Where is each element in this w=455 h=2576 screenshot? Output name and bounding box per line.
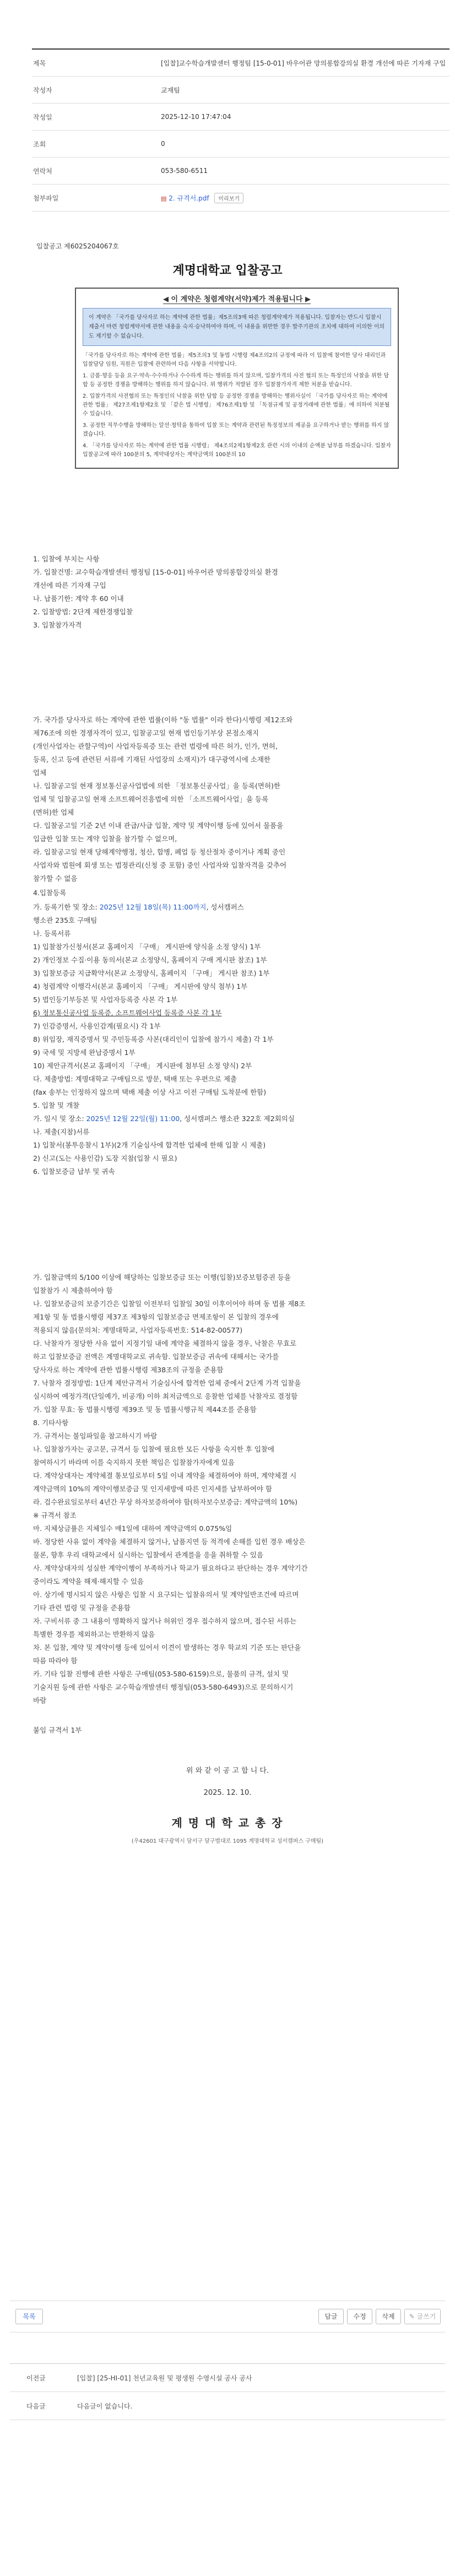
body-line: 2. 입찰방법: 2단계 제한경쟁입찰 [33,608,133,616]
body-line: 개선에 따른 기자재 구입 [33,581,106,589]
body-line: 참여하시기 바라며 이를 숙지하지 못한 책임은 입찰참가자에게 있음 [33,1458,235,1466]
body-line: 바람 [33,1696,47,1704]
body-line: 5. 입찰 및 개찰 [33,1101,80,1110]
meta-row-author [32,77,449,104]
body-line: 마. 지체상금률은 지체일수 매1일에 대하여 계약금액의 0.075%임 [33,1524,232,1533]
highlighted-date: 2025년 12월 22일(월) 11:00 [86,1114,180,1123]
body-line: 붙임 규격서 1부 [33,1726,82,1734]
meta-label: 조회 [32,131,160,158]
body-line: 8) 위임장, 재직증명서 및 주민등록증 사본(대리인이 입찰에 참가시 제출) 각 1부 [33,1035,274,1043]
body-line: 자. 구비서류 중 그 내용이 명확하지 않거나 허위인 경우 접수하지 않으며, 접수된 서류는 [33,1617,297,1625]
meta-label: 첨부파일 [32,185,160,212]
body-line: 1) 입찰참가신청서(본교 홈페이지 「구매」 게시판에 양식을 소정 양식) 1부 [33,943,261,951]
reply-button[interactable]: 답글 [318,2309,344,2324]
meta-label: 연락처 [32,158,160,185]
body-line: 라. 입찰공고일 현재 당해계약행정, 청산, 합병, 폐업 등 청산절차 중이거나 계획 중인 [33,848,286,856]
body-line: 사. 계약상대자의 성실한 계약이행이 부족하거나 학교가 필요하다고 판단하는 경우 계약기간 [33,1564,308,1572]
prev-next-table [10,2363,445,2420]
body-line: 제76조에 의한 경쟁자격이 있고, 입찰공고일 현재 법인등기부상 본점소재지 [33,729,259,737]
body-line: 3) 입찰보증금 지급확약서(본교 소정양식, 홈페이지 「구매」 게시판 참조) 1부 [33,969,270,977]
body-line: 2) 신고(도는 사용인감) 도장 지참(입찰 시 필요) [33,1154,177,1162]
file-icon: ▤ [161,194,167,202]
body-line: (fax 송부는 인정하지 않으며 택배 제출 이상 사고 이전 구매팀 도착분에 한함) [33,1088,267,1096]
meta-label: 작성일 [32,104,160,131]
body-line: 나. 제출(지참)서류 [33,1128,90,1136]
body-line: 카. 기타 입찰 진행에 관한 사항은 구매팀(053-580-6159)으로, 물품의 규격, 설치 및 [33,1670,289,1678]
list-button[interactable]: 목록 [15,2309,43,2324]
body-line: 물론, 향후 우리 대학교에서 실시하는 입찰에서 관계를을 응을 취하할 수 있음 [33,1551,264,1559]
meta-table [32,48,449,212]
body-line: 다. 입찰공고일 기준 2년 이내 관급/사급 입찰, 계약 및 계약이행 등에 있어서 물품을 [33,821,284,830]
body-line: 특별한 경우를 제외하고는 반환하지 않음 [33,1630,155,1638]
integrity-paragraph: 「국가를 당사자로 하는 계약에 관한 법률」제5조의3 및 동법 시행령 제4조의2의 규정에 따라 이 입찰에 참여한 당사 대리인과 입찰담당 임원, 직원은 입찰에 관련하여 다음 사항을 서약합니다. [83,353,386,367]
closing-org: 계 명 대 학 교 총 장 [171,1816,284,1830]
body-line: 하고 입찰보증금 전액은 계명대학교로 귀속함. 입찰보증금 귀속에 대해서는 국가를 [33,1352,279,1361]
attachment-link[interactable]: 2. 규격서.pdf [169,194,209,202]
body-line: 차. 본 입찰, 계약 및 계약이행 등에 있어서 이견이 발생하는 경우 학교의 기준 또는 판단을 [33,1643,301,1652]
integrity-contract-box [75,288,399,469]
body-line: 가. 입찰 무효: 동 법률시행령 제39조 및 동 법률시행규칙 제44조를 준용함 [33,1405,257,1414]
body-line: 1) 입찰서(봉투응찰시 1부)(2개 기술심사에 합격한 업체에 한해 입찰 시 제출) [33,1141,266,1149]
body-line: 가. 규격서는 불임파일을 참고하시기 바람 [33,1432,158,1440]
body-line: 다. 제출방법: 계명대학교 구매팀으로 방문, 택배 또는 우편으로 제출 [33,1075,237,1083]
meta-row-title [32,49,449,77]
body-line: 가. 입찰금액의 5/100 이상에 해당하는 입찰보증금 또는 이행(입찰)보증보험증권 등을 [33,1273,291,1281]
body-line: 행소관 235호 구매팀 [33,916,98,924]
body-line: 6) 정보통신공사업 등록증, 소프트웨어사업 등록증 사본 각 1부 [33,1009,222,1017]
body-line: 기술지원 등에 관한 사항은 교수학습개발센터 행정팀(053-580-6493)으로 문의하시기 [33,1683,294,1691]
body-line: 다. 낙찰자가 정당한 사유 없이 지정기일 내에 계약을 체결하지 않을 경우, 낙찰은 무효로 [33,1339,297,1347]
body-line: 나. 납품기한: 계약 후 60 이내 [33,594,124,603]
body-line: 4) 청렴계약 이행각서(본교 홈페이지 「구매」 게시판에 양식 첨부) 1부 [33,982,248,991]
body-line: 10) 제안규격서(본교 홈페이지 「구매」 게시판에 첨부된 소정 양식) 2부 [33,1062,252,1070]
post-title: [입찰]교수학습개발센터 행정팀 [15-0-01] 바우어관 망의롱합강의실 환경 개선에 따른 기자재 구입 [160,49,449,77]
author-value: 교재팀 [160,77,449,104]
prev-post-row[interactable] [10,2364,445,2392]
body-line: 참가할 수 없음 [33,874,78,883]
body-line: 입급한 입찰 또는 계약 입찰을 참가할 수 없으며, [33,835,177,843]
body-line: 4.입찰등록 [33,889,67,897]
body-line: 다. 계약상대자는 계약체결 통보일로부터 5일 이내 계약을 체결하여야 하며, 계약체결 시 [33,1471,297,1480]
integrity-box-header: ◀ 이 계약은 청렴계약(서약)제가 적용됩니다 ▶ [163,295,311,304]
closing-address: (우42601 대구광역시 달서구 달구벌대로 1095 계명대학교 성서캠퍼스 구매팀) [131,1838,324,1844]
views-value: 0 [160,131,449,158]
body-line: 라. 검수완료일로부터 4년간 무상 하자보증하여야 함(하자보수보증금: 계약금액의 10%) [33,1498,297,1506]
next-label: 다음글 [10,2392,77,2420]
next-post-title: 다음글이 없습니다. [77,2392,445,2420]
body-line: 가. 국가를 당사자로 하는 계약에 관한 법률(이하 "동 법률" 이라 한다)시행령 제12조와 [33,716,293,724]
body-line: 중이라도 계약을 해제·해지할 수 있음 [33,1577,144,1585]
preview-button[interactable]: 미리보기 [214,193,243,203]
pencil-icon: ✎ [409,2313,415,2320]
integrity-paragraph: 4. 「국가를 당사자로 하는 계약에 관한 법률 시행령」 제4조의2제1항제2호 관련 시의 이내의 순액분 납부를 하겠습니다. 입찰자 입찰공고에 따라 100분의 5, 계약대상자는 계약금액의 100분의 10 [83,443,391,458]
prev-label: 이전글 [10,2364,77,2392]
meta-row-views [32,131,449,158]
body-line: 적용되지 않음(문의처: 계명대학교, 사업자등록번호: 514-82-00577) [33,1326,243,1334]
meta-row-date [32,104,449,131]
contact-value: 053-580-6511 [160,158,449,185]
notice-title: 계명대학교 입찰공고 [172,264,283,278]
body-line: 2) 개인정보 수집·이용 동의서(본교 소정양식, 홈페이지 구매 게시판 참조) 1부 [33,956,267,964]
body-line: 당사자로 하는 계약에 관한 법률시행령 제38조의 규정을 준용함 [33,1366,224,1374]
body-line: 아. 상기에 명시되지 않은 사항은 입찰 시 요구되는 입찰유의서 및 계약일반조건에 따르며 [33,1590,299,1599]
highlighted-date: 2025년 12월 18일(목) 11:00까지 [99,903,207,911]
next-post-row [10,2392,445,2420]
prev-post-title[interactable]: [입찰] [25-HI-01] 천년교육원 및 평생원 수영시설 공사 공사 [77,2364,445,2392]
body-line: 나. 입찰공고일 현재 정보통신공사업법에 의한 「정보통신공사업」을 등록(면허)한 [33,782,280,790]
body-line: 업체 [33,769,47,777]
body-line: 3. 입찰참가자격 [33,621,82,629]
body-line: 사업자와 법원에 회생 또는 법정관리(신청 중 포함) 중인 사업자와 입찰자격을 갖추어 [33,861,287,869]
body-line: ※ 규격서 참조 [33,1511,77,1519]
body-line: 기타 관련 법령 및 규정을 준용함 [33,1604,131,1612]
body-line: 가. 등록기한 및 장소: 2025년 12월 18일(목) 11:00까지, 성서캠퍼스 [33,903,244,911]
body-line: 가. 일시 및 장소: 2025년 12월 22일(월) 11:00, 성서캠퍼스 행소관 322호 제2회의실 [33,1114,295,1123]
body-line: 나. 입찰참가자는 공고문, 규격서 등 입찰에 필요한 모든 사항을 숙지한 후 입찰에 [33,1445,275,1453]
body-line: 등록, 신고 등에 관련된 서류에 기재된 사업장의 소재지)가 대구광역시에 소재한 [33,755,271,764]
body-line: 1. 입찰에 부치는 사항 [33,555,100,563]
integrity-paragraph: 1. 금품·향응 등을 요구·약속·수수하거나 수수하게 하는 행위를 하지 않으며, 입찰가격의 사전 협의 또는 특정인의 낙찰을 위한 담합 등 공정한 경쟁을 방해하는 행위를 하지 않습니다. 위 행위가 적발된 경우 입찰참가자격 제한 처분을 받습니다. [83,373,389,388]
body-line: 7) 인감증명서, 사용인감계(필요시) 각 1부 [33,1022,161,1030]
meta-row-contact [32,158,449,185]
body-line: 계약금액의 10%의 계약이행보증금 및 인지세방에 따른 인지세를 납부하여야 함 [33,1485,272,1493]
attachment-cell [160,185,449,212]
body-line: 따름 따라야 함 [33,1657,78,1665]
body-line: 가. 입찰건명: 교수학습개발센터 행정팀 [15-0-01] 바우어관 망의롱합강의실 환경 [33,568,278,576]
meta-label: 작성자 [32,77,160,104]
post-meta [32,48,449,212]
body-line: 5) 법인등기부등본 및 사업자등록증 사본 각 1부 [33,995,177,1004]
delete-button[interactable]: 삭제 [376,2309,401,2324]
body-line: 바. 정당한 사유 없이 계약을 체결하지 않거나, 납품지연 등 적격에 손해를 입힌 경우 배상은 [33,1538,306,1546]
closing-date: 2025. 12. 10. [203,1789,252,1797]
notice-number: 입찰공고 제6025204067호 [36,242,119,250]
write-button[interactable]: ✎ 글쓰기 [404,2309,441,2324]
body-line: 입찰참가 시 제출하여야 함 [33,1286,113,1295]
bottom-toolbar [10,2301,445,2333]
body-line: 나. 등록서류 [33,929,71,938]
body-line: 8. 기타사항 [33,1419,69,1427]
integrity-highlight: 이 계약은 「국가를 당사자로 하는 계약에 관한 법률」제5조의3에 따른 청렴계약제가 적용됩니다. 입찰자는 반드시 입찰시 제출서 마련 청렴계약서에 관한 내용을 숙지·승낙하여야 하며, 이 내용을 위반한 경우 발주기관의 조치에 대하여 이의한 이의도 제기할 수 없습니다. [83,308,391,346]
integrity-paragraph: 3. 공정한 직무수행을 방해하는 알선·청탁을 통하여 입찰 또는 계약과 관련된 특정정보의 제공을 요구하거나 받는 행위를 하지 않겠습니다. [83,423,389,437]
body-line: 업체 및 입찰공고일 현재 소프트웨어진흥법에 의한 「소프트웨어사업」을 등록 [33,795,269,803]
body-line: (개인사업자는 관할구역)이 사업자등록증 또는 관련 법령에 따른 허가, 인가, 면허, [33,742,278,750]
body-line: 제1항 및 동 법률시행령 제37조 제3항의 입찰보증금 면제조항이 본 입찰의 경우에 [33,1313,279,1321]
closing-statement: 위 와 같 이 공 고 합 니 다. [186,1767,269,1775]
meta-label: 제목 [32,49,160,77]
body-line: 6. 입찰보증금 납부 및 귀속 [33,1167,115,1176]
meta-row-attachment [32,185,449,212]
body-line: (면허)한 업체 [33,808,74,816]
edit-button[interactable]: 수정 [347,2309,372,2324]
date-value: 2025-12-10 17:47:04 [160,104,449,131]
integrity-paragraph: 2. 입찰가격의 사전협의 또는 특정인의 낙찰을 위한 담합 등 공정한 경쟁을 방해하는 행위사실이 「국가를 당사자로 하는 계약에 관한 법률」 제27조제1항제2호 및 「같은 법 시행령」 제76조제1항 및 「독점규제 및 공정거래에 관한 법률」에 의하여 처분될 수 있습니다. [83,393,390,417]
body-line: 실시하여 예정가격(단일예가, 비공개) 이하 최저금액으로 응찰한 업체를 낙찰자로 결정함 [33,1392,298,1400]
body-line: 9) 국세 및 지방세 완납증명서 1부 [33,1048,136,1057]
body-line: 7. 낙찰자 결정방법: 1단계 제안규격서 기술심사에 합격한 업체 중에서 2단계 가격 입찰을 [33,1379,301,1387]
body-line: 나. 입찰보증금의 보증기간은 입찰일 이전부터 입찰일 30일 이후이어야 하며 동 법률 제8조 [33,1300,306,1308]
